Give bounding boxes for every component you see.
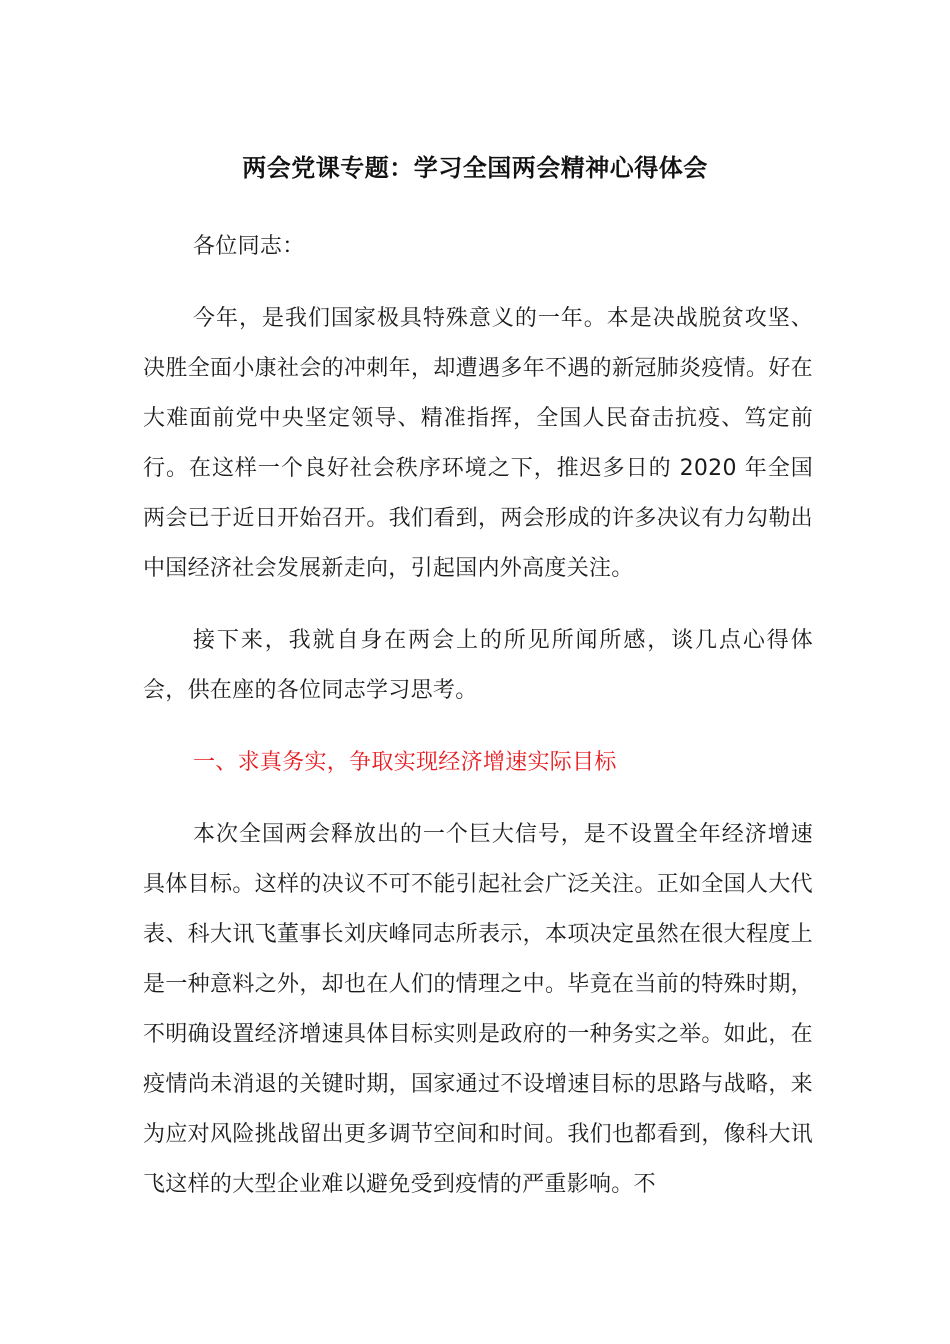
section-heading: 一、求真务实，争取实现经济增速实际目标 [193, 750, 617, 775]
section-paragraph: 本次全国两会释放出的一个巨大信号，是不设置全年经济增速具体目标。这样的决议不可不能引起社会广泛关注。正如全国人大代表、科大讯飞董事长刘庆峰同志所表示，本项决定虽然在很大程度上是一种意料之外，却也在人们的情理之中。毕竟在当前的特殊时期，不明确设置经济增速具体目标实则是政府的一种务实之举。如此，在疫情尚未消退的关键时期，国家通过不设增速目标的思路与战略，来为应对风险挑战留出更多调节空间和时间。我们也都看到，像科大讯飞这样的大型企业难以避免受到疫情的严重影响。不 [143, 822, 813, 1197]
document-title: 两会党课专题：学习全国两会精神心得体会 [242, 154, 708, 182]
paragraph-intro: 今年，是我们国家极具特殊意义的一年。本是决战脱贫攻坚、决胜全面小康社会的冲刺年，却遭遇多年不遇的新冠肺炎疫情。好在大难面前党中央坚定领导、精准指挥，全国人民奋击抗疫、笃定前行。在这样一个良好社会秩序环境之下，推迟多日的 2020 年全国两会已于近日开始召开。我们看到，两会形成的许多决议有力勾勒出中国经济社会发展新走向，引起国内外高度关注。 [143, 306, 813, 581]
paragraph-transition: 接下来，我就自身在两会上的所见所闻所感，谈几点心得体会，供在座的各位同志学习思考。 [143, 628, 813, 703]
document-body [143, 222, 813, 1232]
salutation: 各位同志： [193, 234, 305, 259]
